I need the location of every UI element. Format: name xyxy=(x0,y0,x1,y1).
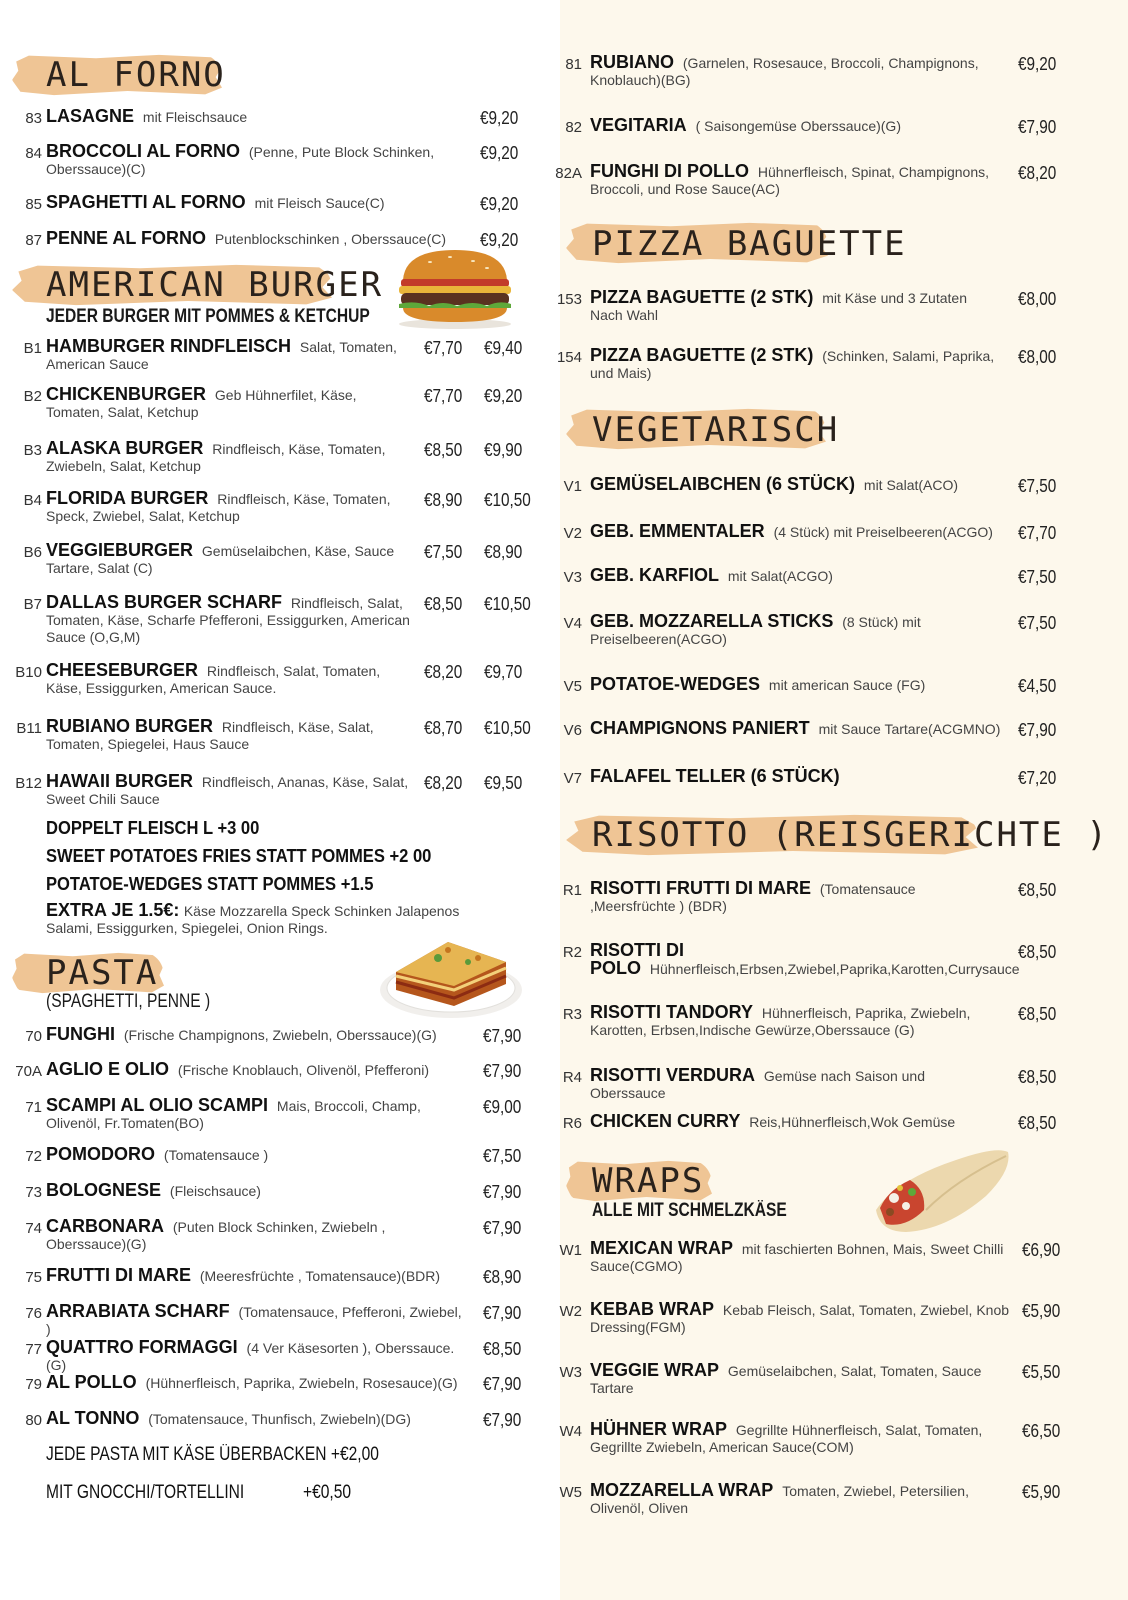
item-code: B1 xyxy=(23,340,42,357)
menu-item xyxy=(46,1061,466,1079)
item-price: €7,70 xyxy=(1018,523,1057,543)
item-description: Gemüselaibchen, Käse, Sauce Tartare, Salat (C) xyxy=(46,543,395,576)
item-description: Rindfleisch, Ananas, Käse, Salat, Sweet Chili Sauce xyxy=(46,774,409,807)
item-code: B4 xyxy=(23,492,42,509)
menu-item xyxy=(590,880,1000,915)
menu-item xyxy=(590,1301,1010,1336)
item-name: FUNGHI DI POLLO xyxy=(590,161,749,181)
item-code: 72 xyxy=(25,1148,42,1165)
menu-item xyxy=(46,1303,466,1338)
item-description: Hühnerfleisch,Erbsen,Zwiebel,Paprika,Karotten,Currysauce xyxy=(649,961,1020,977)
item-price-menu: €9,20 xyxy=(484,386,523,406)
item-price: €5,90 xyxy=(1022,1301,1061,1321)
item-price-single: €8,20 xyxy=(424,773,463,793)
menu-item xyxy=(46,1146,466,1164)
item-price-menu: €9,40 xyxy=(484,338,523,358)
item-name: VEGGIEBURGER xyxy=(46,540,194,560)
item-description: (4 Stück) mit Preiselbeeren(ACGO) xyxy=(773,524,993,540)
menu-item xyxy=(46,773,416,808)
item-name: RISOTTI VERDURA xyxy=(590,1065,756,1085)
item-name: POTATOE-WEDGES xyxy=(590,674,761,694)
item-price: €7,90 xyxy=(483,1303,522,1323)
item-description: (Penne, Pute Block Schinken, Oberssauce)(C) xyxy=(46,144,435,177)
item-code: W5 xyxy=(559,1484,582,1501)
item-description: mit Salat(ACO) xyxy=(863,477,959,493)
item-price: €7,90 xyxy=(483,1182,522,1202)
menu-item xyxy=(46,1026,466,1044)
item-name: RUBIANO BURGER xyxy=(46,716,214,736)
item-price: €7,90 xyxy=(483,1374,522,1394)
item-price: €8,90 xyxy=(483,1267,522,1287)
item-description: (Hühnerfleisch, Paprika, Zwiebeln, Rosesauce)(G) xyxy=(145,1375,458,1391)
section-title-al-forno: AL FORNO xyxy=(46,55,226,95)
item-price: €7,50 xyxy=(483,1146,522,1166)
menu-item xyxy=(590,676,1002,694)
item-description: mit Fleischsauce xyxy=(142,109,248,125)
item-code: W3 xyxy=(559,1364,582,1381)
section-title-pasta: PASTA xyxy=(46,953,159,993)
item-name: CHICKENBURGER xyxy=(46,384,207,404)
item-price: €6,90 xyxy=(1022,1240,1061,1260)
item-description: Gemüselaibchen, Salat, Tomaten, Sauce Tartare xyxy=(590,1363,982,1396)
pasta-note-gnocchi-price: +€0,50 xyxy=(303,1482,352,1503)
item-code: B3 xyxy=(23,442,42,459)
item-description: Kebab Fleisch, Salat, Tomaten, Zwiebel, Knob Dressing(FGM) xyxy=(590,1302,1010,1335)
item-name: GEB. KARFIOL xyxy=(590,565,719,585)
item-name: VEGITARIA xyxy=(590,115,687,135)
item-description: (Fleischsauce) xyxy=(169,1183,261,1199)
item-description: (Garnelen, Rosesauce, Broccoli, Champignons, Knoblauch)(BG) xyxy=(590,55,979,88)
item-price: €7,90 xyxy=(483,1410,522,1430)
menu-item xyxy=(46,338,416,373)
item-description: (4 Ver Käsesorten ), Oberssauce.(G) xyxy=(46,1340,455,1373)
item-code: R1 xyxy=(562,882,582,899)
item-name: GEB. EMMENTALER xyxy=(590,521,765,541)
menu-item xyxy=(590,1240,1010,1275)
burger-image xyxy=(395,246,515,330)
item-name: RUBIANO xyxy=(590,52,674,72)
item-price: €9,00 xyxy=(483,1097,522,1117)
item-code: B7 xyxy=(23,596,42,613)
item-name: RISOTTI TANDORY xyxy=(590,1002,753,1022)
menu-item xyxy=(590,347,1002,382)
menu-item xyxy=(46,1182,466,1200)
item-code: 74 xyxy=(25,1220,42,1237)
item-name: ARRABIATA SCHARF xyxy=(46,1301,230,1321)
burger-extra-option: POTATOE-WEDGES STATT POMMES +1.5 xyxy=(46,874,374,894)
item-name: RISOTTI FRUTTI DI MARE xyxy=(590,878,811,898)
menu-item xyxy=(46,1339,466,1374)
burger-extra-toppings: EXTRA JE 1.5€: Käse Mozzarella Speck Schinken Jalapenos Salami, Essiggurken, Spiegelei, Onion Rings. xyxy=(46,900,460,936)
section-subtitle-pasta: (SPAGHETTI, PENNE ) xyxy=(46,991,211,1012)
item-price: €9,20 xyxy=(480,108,519,128)
item-code: V2 xyxy=(563,525,582,542)
item-description: (Tomatensauce, Pfefferoni, Zwiebel, ) xyxy=(46,1304,462,1337)
item-code: 82A xyxy=(555,165,582,182)
item-price: €5,90 xyxy=(1022,1482,1061,1502)
item-description: (Frische Knoblauch, Olivenöl, Pfefferoni) xyxy=(177,1062,429,1078)
item-name: SCAMPI AL OLIO SCAMPI xyxy=(46,1095,269,1115)
item-price-menu: €8,90 xyxy=(484,542,523,562)
item-description: (8 Stück) mit Preiselbeeren(ACGO) xyxy=(590,614,921,647)
menu-item xyxy=(46,594,416,646)
menu-item xyxy=(590,289,1002,324)
item-name: MEXICAN WRAP xyxy=(590,1238,733,1258)
menu-item xyxy=(590,768,1002,786)
item-name: BROCCOLI AL FORNO xyxy=(46,141,240,161)
burger-extra-option: DOPPELT FLEISCH L +3 00 xyxy=(46,818,260,838)
item-name: GEMÜSELAIBCHEN (6 STÜCK) xyxy=(590,474,856,494)
item-price: €7,90 xyxy=(1018,117,1057,137)
item-code: 81 xyxy=(565,56,582,73)
item-code: 82 xyxy=(565,119,582,136)
item-price: €6,50 xyxy=(1022,1421,1061,1441)
item-code: 76 xyxy=(25,1305,42,1322)
item-price: €8,50 xyxy=(1018,880,1057,900)
item-price: €7,90 xyxy=(483,1061,522,1081)
item-code: 87 xyxy=(25,232,42,249)
item-description: (Tomatensauce ) xyxy=(163,1147,269,1163)
item-price: €9,20 xyxy=(480,143,519,163)
item-description: Rindfleisch, Käse, Salat, Tomaten, Spiegelei, Haus Sauce xyxy=(46,719,374,752)
item-price: €8,00 xyxy=(1018,347,1057,367)
menu-item xyxy=(46,490,416,525)
item-price: €7,50 xyxy=(1018,567,1057,587)
menu-item xyxy=(590,1362,1010,1397)
menu-item xyxy=(590,940,1020,978)
menu-item xyxy=(46,440,416,475)
item-description: Gegrillte Hühnerfleisch, Salat, Tomaten, Gegrillte Zwiebeln, American Sauce(COM) xyxy=(590,1422,983,1455)
menu-item xyxy=(46,194,446,212)
item-code: 84 xyxy=(25,145,42,162)
menu-item xyxy=(46,1374,466,1392)
item-code: 85 xyxy=(25,196,42,213)
item-price-single: €8,70 xyxy=(424,718,463,738)
menu-item xyxy=(590,1113,1000,1131)
section-subtitle-burger: JEDER BURGER MIT POMMES & KETCHUP xyxy=(46,306,370,327)
item-name: HÜHNER WRAP xyxy=(590,1419,727,1439)
item-name: ALASKA BURGER xyxy=(46,438,204,458)
menu-item xyxy=(46,143,446,178)
pasta-note-gnocchi: MIT GNOCCHI/TORTELLINI xyxy=(46,1482,245,1503)
item-price-single: €8,20 xyxy=(424,662,463,682)
item-name: DALLAS BURGER SCHARF xyxy=(46,592,282,612)
menu-item xyxy=(590,163,990,198)
item-code: B11 xyxy=(16,720,42,737)
item-code: W4 xyxy=(559,1423,582,1440)
menu-item xyxy=(590,117,990,135)
item-price-single: €7,70 xyxy=(424,338,463,358)
menu-item xyxy=(46,718,416,753)
item-code: 71 xyxy=(25,1099,42,1116)
item-name: AL POLLO xyxy=(46,1372,137,1392)
item-description: mit american Sauce (FG) xyxy=(768,677,926,693)
item-code: R3 xyxy=(562,1006,582,1023)
item-description: Tomaten, Zwiebel, Petersilien, Olivenöl, Oliven xyxy=(590,1483,969,1516)
item-code: 153 xyxy=(556,291,582,308)
item-description: Geb Hühnerfilet, Käse, Tomaten, Salat, Ketchup xyxy=(46,387,357,420)
menu-item xyxy=(590,523,1002,541)
item-name: CHAMPIGNONS PANIERT xyxy=(590,718,810,738)
item-name: PIZZA BAGUETTE (2 STK) xyxy=(590,345,814,365)
item-name: RISOTTI DI POLO xyxy=(590,940,684,978)
menu-item xyxy=(590,567,1002,585)
menu-item xyxy=(46,662,416,697)
menu-item xyxy=(590,54,990,89)
item-description: Mais, Broccoli, Champ, Olivenöl, Fr.Tomaten(BO) xyxy=(46,1098,421,1131)
menu-item xyxy=(46,386,416,421)
item-description: Rindfleisch, Salat, Tomaten, Käse, Scharfe Pfefferoni, Essiggurken, American Sauce (O,G,M) xyxy=(46,595,410,645)
item-price: €4,50 xyxy=(1018,676,1057,696)
item-name: HAMBURGER RINDFLEISCH xyxy=(46,336,291,356)
item-code: B12 xyxy=(15,775,42,792)
item-name: PIZZA BAGUETTE (2 STK) xyxy=(590,287,814,307)
item-name: AL TONNO xyxy=(46,1408,140,1428)
item-description: Hühnerfleisch, Paprika, Zwiebeln, Karotten, Erbsen,Indische Gewürze,Oberssauce (G) xyxy=(590,1005,971,1038)
item-code: B6 xyxy=(23,544,42,561)
item-price-single: €7,70 xyxy=(424,386,463,406)
item-description: Rindfleisch, Salat, Tomaten, Käse, Essiggurken, American Sauce. xyxy=(46,663,381,696)
item-name: PENNE AL FORNO xyxy=(46,228,207,248)
section-title-american-burger: AMERICAN BURGER xyxy=(46,265,384,305)
item-price-single: €8,50 xyxy=(424,594,463,614)
menu-item xyxy=(46,1267,466,1285)
item-name: FLORIDA BURGER xyxy=(46,488,209,508)
item-description: mit Sauce Tartare(ACGMNO) xyxy=(818,721,1001,737)
item-price-menu: €9,90 xyxy=(484,440,523,460)
item-name: FUNGHI xyxy=(46,1024,115,1044)
menu-item xyxy=(590,1004,1000,1039)
section-title-pizza-baguette: PIZZA BAGUETTE xyxy=(592,224,907,264)
item-price: €8,00 xyxy=(1018,289,1057,309)
lasagna-image xyxy=(378,928,524,1020)
item-price-single: €8,90 xyxy=(424,490,463,510)
item-name: POMODORO xyxy=(46,1144,156,1164)
item-price: €9,20 xyxy=(480,194,519,214)
item-price-menu: €10,50 xyxy=(484,718,531,738)
item-price: €7,50 xyxy=(1018,613,1057,633)
menu-item xyxy=(46,1097,466,1132)
item-name: BOLOGNESE xyxy=(46,1180,162,1200)
item-code: 80 xyxy=(25,1412,42,1429)
item-name: LASAGNE xyxy=(46,106,135,126)
item-code: 75 xyxy=(25,1269,42,1286)
item-code: 154 xyxy=(556,349,582,366)
item-description: Rindfleisch, Käse, Tomaten, Speck, Zwiebel, Salat, Ketchup xyxy=(46,491,391,524)
item-name: SPAGHETTI AL FORNO xyxy=(46,192,246,212)
menu-item xyxy=(590,476,1002,494)
item-price: €8,50 xyxy=(1018,1067,1057,1087)
item-code: V3 xyxy=(563,569,582,586)
menu-item xyxy=(46,1410,466,1428)
item-code: B2 xyxy=(23,388,42,405)
menu-item xyxy=(590,1482,1010,1517)
item-code: W2 xyxy=(559,1303,582,1320)
item-description: Reis,Hühnerfleisch,Wok Gemüse xyxy=(749,1114,956,1130)
item-price: €7,90 xyxy=(483,1218,522,1238)
item-name: AGLIO E OLIO xyxy=(46,1059,170,1079)
item-code: 79 xyxy=(25,1376,42,1393)
item-price: €7,20 xyxy=(1018,768,1057,788)
menu-item xyxy=(590,613,1002,648)
item-price-menu: €9,70 xyxy=(484,662,523,682)
section-title-wraps: WRAPS xyxy=(592,1161,705,1201)
item-description: mit Fleisch Sauce(C) xyxy=(254,195,385,211)
section-title-vegetarisch: VEGETARISCH xyxy=(592,410,840,450)
section-subtitle-wraps: ALLE MIT SCHMELZKÄSE xyxy=(592,1200,787,1221)
item-name: MOZZARELLA WRAP xyxy=(590,1480,774,1500)
item-price: €8,50 xyxy=(483,1339,522,1359)
item-description: (Tomatensauce, Thunfisch, Zwiebeln)(DG) xyxy=(148,1411,411,1427)
item-name: FRUTTI DI MARE xyxy=(46,1265,191,1285)
item-price: €8,50 xyxy=(1018,942,1057,962)
item-name: FALAFEL TELLER (6 STÜCK) xyxy=(590,766,840,786)
item-price: €8,50 xyxy=(1018,1113,1057,1133)
menu-item xyxy=(590,1421,1010,1456)
item-name: GEB. MOZZARELLA STICKS xyxy=(590,611,834,631)
item-code: V4 xyxy=(563,615,582,632)
menu-item xyxy=(46,1218,466,1253)
item-price-single: €7,50 xyxy=(424,542,463,562)
item-price: €7,90 xyxy=(1018,720,1057,740)
burger-extra-option: SWEET POTATOES FRIES STATT POMMES +2 00 xyxy=(46,846,432,866)
wrap-image xyxy=(866,1140,1012,1236)
item-description: (Meeresfrüchte , Tomatensauce)(BDR) xyxy=(199,1268,441,1284)
item-name: CHEESEBURGER xyxy=(46,660,199,680)
item-description: (Tomatensauce ,Meersfrüchte ) (BDR) xyxy=(590,881,916,914)
item-description: mit Käse und 3 Zutaten Nach Wahl xyxy=(590,290,967,323)
item-name: VEGGIE WRAP xyxy=(590,1360,720,1380)
menu-item xyxy=(590,1067,1000,1102)
item-code: 77 xyxy=(25,1341,42,1358)
item-price: €7,50 xyxy=(1018,476,1057,496)
item-description: (Schinken, Salami, Paprika, und Mais) xyxy=(590,348,995,381)
item-description: (Frische Champignons, Zwiebeln, Oberssauce)(G) xyxy=(123,1027,437,1043)
item-code: 83 xyxy=(25,110,42,127)
item-price: €9,20 xyxy=(480,230,519,250)
item-description: Putenblockschinken , Oberssauce(C) xyxy=(214,231,447,247)
item-name: CARBONARA xyxy=(46,1216,164,1236)
item-code: V6 xyxy=(563,722,582,739)
item-price-menu: €10,50 xyxy=(484,490,531,510)
item-code: R4 xyxy=(562,1069,582,1086)
pasta-note-cheese: JEDE PASTA MIT KÄSE ÜBERBACKEN +€2,00 xyxy=(46,1444,379,1465)
item-code: 70 xyxy=(25,1028,42,1045)
item-code: V5 xyxy=(563,678,582,695)
item-code: V7 xyxy=(563,770,582,787)
item-description: mit Salat(ACGO) xyxy=(727,568,833,584)
menu-item xyxy=(46,108,446,126)
item-name: KEBAB WRAP xyxy=(590,1299,714,1319)
item-code: B10 xyxy=(15,664,42,681)
item-price-menu: €10,50 xyxy=(484,594,531,614)
item-code: W1 xyxy=(559,1242,582,1259)
item-name: CHICKEN CURRY xyxy=(590,1111,741,1131)
item-description: Rindfleisch, Käse, Tomaten, Zwiebeln, Salat, Ketchup xyxy=(46,441,386,474)
item-description: ( Saisongemüse Oberssauce)(G) xyxy=(695,118,901,134)
item-code: 70A xyxy=(15,1063,42,1080)
menu-item xyxy=(46,542,416,577)
item-description: Hühnerfleisch, Spinat, Champignons, Broccoli, und Rose Sauce(AC) xyxy=(590,164,990,197)
item-description: Salat, Tomaten, American Sauce xyxy=(46,339,397,372)
item-name: HAWAII BURGER xyxy=(46,771,194,791)
item-description: Gemüse nach Saison und Oberssauce xyxy=(590,1068,926,1101)
item-name: QUATTRO FORMAGGI xyxy=(46,1337,238,1357)
item-price: €8,50 xyxy=(1018,1004,1057,1024)
menu-item xyxy=(46,230,446,248)
item-price-single: €8,50 xyxy=(424,440,463,460)
item-code: 73 xyxy=(25,1184,42,1201)
item-price: €5,50 xyxy=(1022,1362,1061,1382)
item-code: V1 xyxy=(563,478,582,495)
item-price: €8,20 xyxy=(1018,163,1057,183)
item-price-menu: €9,50 xyxy=(484,773,523,793)
item-description: (Puten Block Schinken, Zwiebeln , Oberssauce)(G) xyxy=(46,1219,386,1252)
item-price: €9,20 xyxy=(1018,54,1057,74)
item-price: €7,90 xyxy=(483,1026,522,1046)
item-code: R6 xyxy=(562,1115,582,1132)
section-title-risotto: RISOTTO (REISGERICHTE ) xyxy=(592,815,1109,855)
menu-item xyxy=(590,720,1002,738)
item-description: mit faschierten Bohnen, Mais, Sweet Chilli Sauce(CGMO) xyxy=(590,1241,1004,1274)
item-code: R2 xyxy=(562,944,582,961)
